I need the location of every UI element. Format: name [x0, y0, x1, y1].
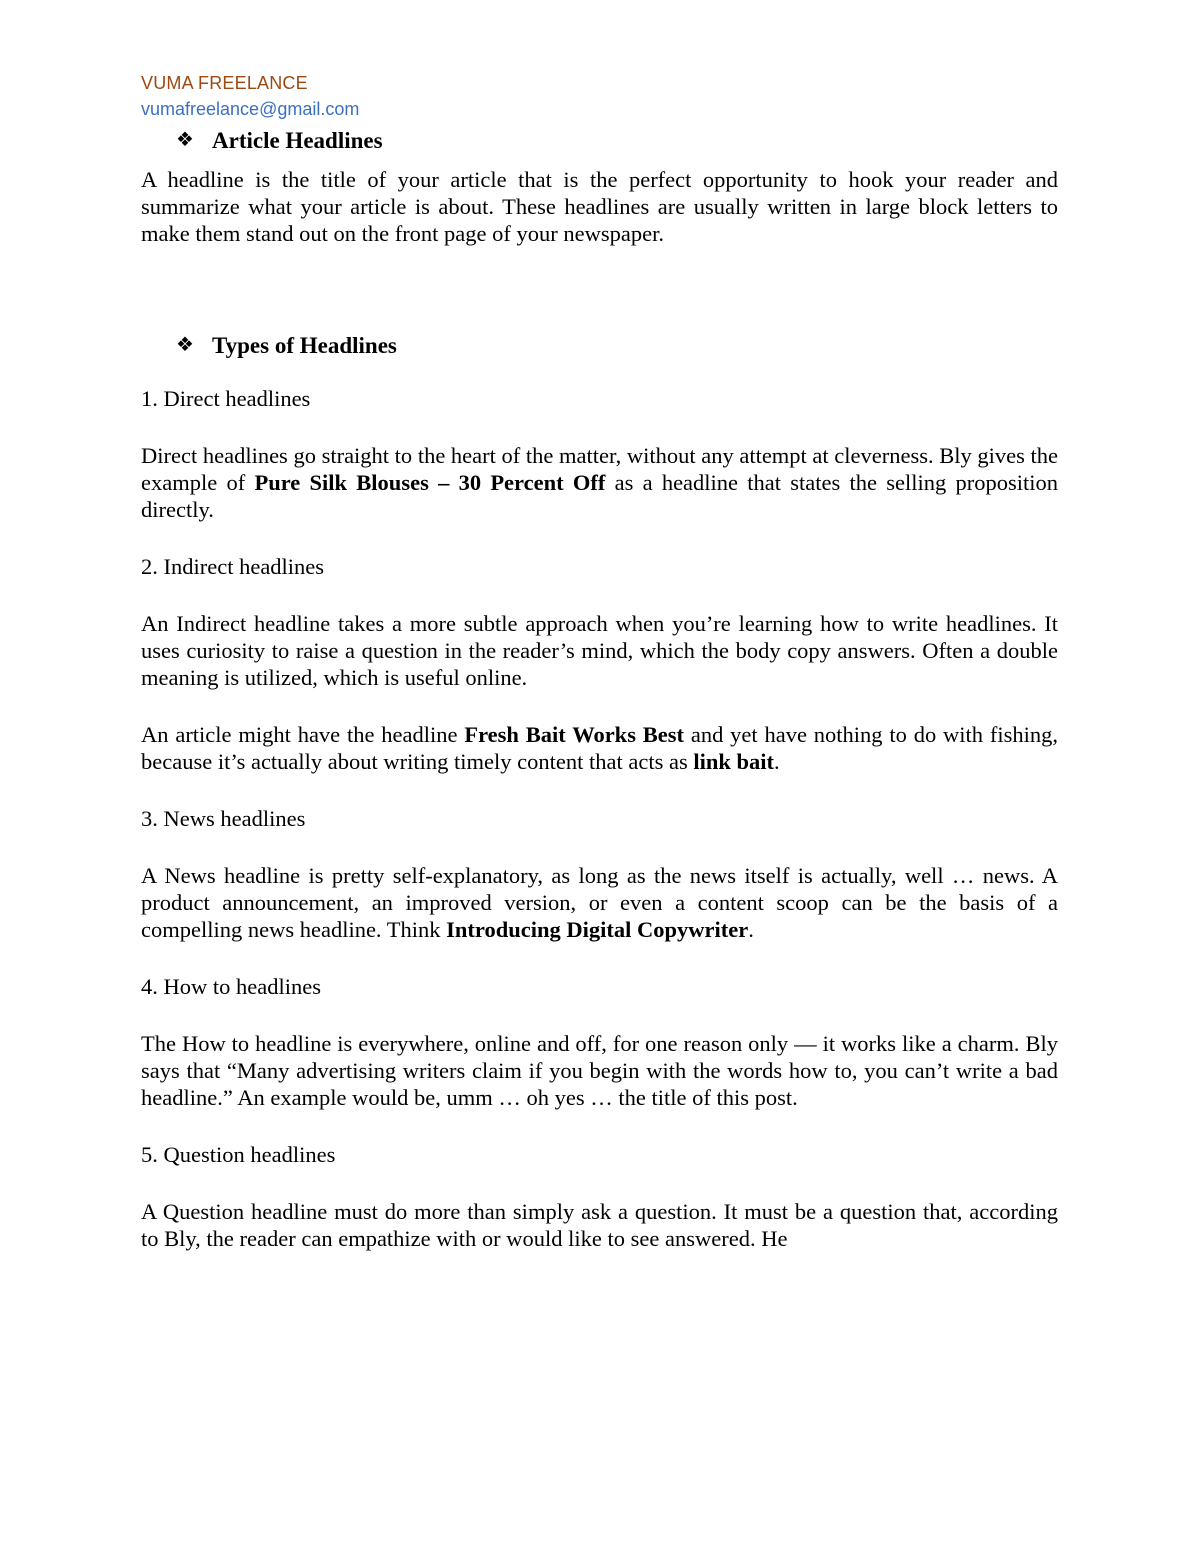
- paragraph-question: A Question headline must do more than simply ask a question. It must be a question that, according to Bly, the reader can empathize with or would like to see answered. He: [141, 1199, 1058, 1251]
- paragraph-indirect-2: An article might have the headline Fresh Bait Works Best and yet have nothing to do with fishing, because it’s actually about writing timely content that acts as link bait.: [141, 722, 1058, 774]
- company-name: VUMA FREELANCE: [141, 73, 308, 93]
- paragraph-direct: Direct headlines go straight to the heart of the matter, without any attempt at cleverness. Bly gives the example of Pure Silk Blouses – 30 Percent Off as a headline that states the selling proposition directly.: [141, 443, 1058, 522]
- subheading-news: 3. News headlines: [141, 806, 306, 831]
- company-email[interactable]: vumafreelance@gmail.com: [141, 99, 360, 119]
- paragraph-news: A News headline is pretty self-explanatory, as long as the news itself is actually, well … news. A product announcement, an improved version, or even a content scoop can be the basis of a compelling news headline. Think Introducing Digital Copywriter.: [141, 863, 1058, 942]
- subheading-question: 5. Question headlines: [141, 1142, 336, 1167]
- diamond-bullet-icon: ❖: [176, 129, 194, 151]
- section-body: A headline is the title of your article that is the perfect opportunity to hook your reader and summarize what your article is about. These headlines are usually written in large block letters to make them stand out on the front page of your newspaper.: [141, 167, 1058, 246]
- subheading-direct: 1. Direct headlines: [141, 386, 311, 411]
- section-heading-article-headlines: [176, 127, 1058, 154]
- paragraph-indirect-1: An Indirect headline takes a more subtle approach when you’re learning how to write headlines. It uses curiosity to raise a question in the reader’s mind, which the body copy answers. Often a double meaning is utilized, which is useful online.: [141, 611, 1058, 690]
- diamond-bullet-icon: ❖: [176, 334, 194, 356]
- document-page: [141, 70, 1058, 1252]
- section-heading-types-of-headlines: [176, 332, 1058, 359]
- section-title: Types of Headlines: [212, 333, 397, 358]
- section-title: Article Headlines: [212, 128, 383, 153]
- paragraph-howto: The How to headline is everywhere, online and off, for one reason only — it works like a charm. Bly says that “Many advertising writers claim if you begin with the words how to, you can’t write a bad headline.” An example would be, umm … oh yes … the title of this post.: [141, 1031, 1058, 1110]
- subheading-indirect: 2. Indirect headlines: [141, 554, 325, 579]
- subheading-howto: 4. How to headlines: [141, 974, 321, 999]
